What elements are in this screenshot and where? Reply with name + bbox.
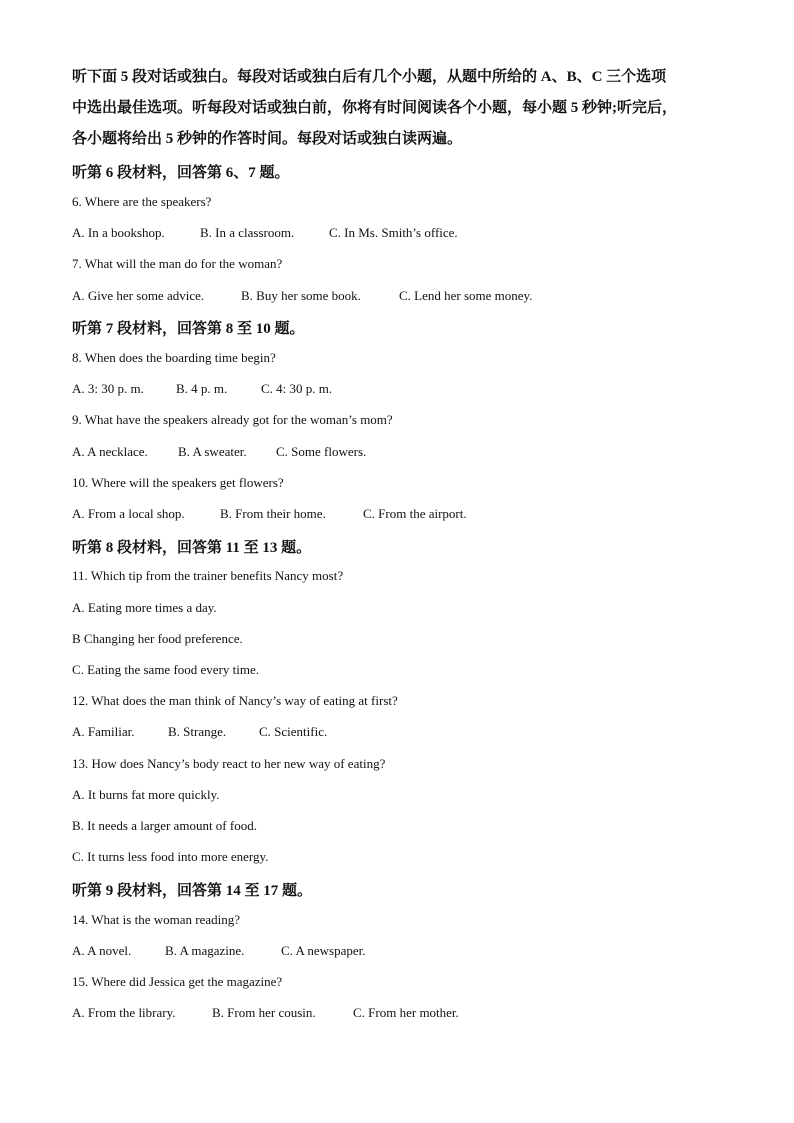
option-b: B. From their home. bbox=[220, 506, 326, 521]
option-b: B. From her cousin. bbox=[212, 1005, 316, 1020]
question-stem: 12. What does the man think of Nancy’s way of eating at first? bbox=[72, 693, 398, 708]
option-a: A. From a local shop. bbox=[72, 506, 185, 521]
instructions-line: 各小题将给出 5 秒钟的作答时间。每段对话或独白读两遍。 bbox=[72, 131, 463, 147]
section-heading: 听第 9 段材料，回答第 14 至 17 题。 bbox=[72, 883, 313, 899]
question-stem: 7. What will the man do for the woman? bbox=[72, 256, 283, 271]
option-b: B. 4 p. m. bbox=[176, 381, 228, 396]
option-b: B. Buy her some book. bbox=[241, 288, 361, 303]
answer-options bbox=[72, 288, 532, 304]
option-b: B. Strange. bbox=[168, 724, 227, 739]
option-c: C. 4: 30 p. m. bbox=[261, 381, 333, 396]
option-c: C. Eating the same food every time. bbox=[72, 662, 260, 677]
question-stem: 6. Where are the speakers? bbox=[72, 194, 212, 209]
option-a: A. From the library. bbox=[72, 1005, 176, 1020]
answer-options bbox=[72, 444, 366, 460]
option-b: B. A magazine. bbox=[165, 943, 245, 958]
question-stem: 8. When does the boarding time begin? bbox=[72, 350, 276, 365]
section-heading: 听第 6 段材料，回答第 6、7 题。 bbox=[72, 165, 290, 181]
option-c: C. Lend her some money. bbox=[399, 288, 533, 303]
option-a: A. It burns fat more quickly. bbox=[72, 787, 220, 802]
section-heading: 听第 7 段材料，回答第 8 至 10 题。 bbox=[72, 321, 305, 337]
option-b: B. A sweater. bbox=[178, 444, 247, 459]
question-stem: 10. Where will the speakers get flowers? bbox=[72, 475, 284, 490]
option-b: B. In a classroom. bbox=[200, 225, 295, 240]
question-stem: 9. What have the speakers already got for the woman’s mom? bbox=[72, 412, 393, 427]
question-stem: 13. How does Nancy’s body react to her new way of eating? bbox=[72, 756, 386, 771]
option-a: A. Eating more times a day. bbox=[72, 600, 217, 615]
option-a: A. In a bookshop. bbox=[72, 225, 165, 240]
answer-options bbox=[72, 1005, 459, 1021]
instructions-line: 听下面 5 段对话或独白。每段对话或独白后有几个小题，从题中所给的 A、B、C 三个选项 bbox=[72, 69, 667, 85]
section-heading: 听第 8 段材料，回答第 11 至 13 题。 bbox=[72, 540, 312, 556]
answer-options bbox=[72, 943, 366, 959]
option-c: C. Some flowers. bbox=[276, 444, 367, 459]
option-c: C. A newspaper. bbox=[281, 943, 366, 958]
option-b: B Changing her food preference. bbox=[72, 631, 243, 646]
option-c: C. From her mother. bbox=[353, 1005, 459, 1020]
option-b: B. It needs a larger amount of food. bbox=[72, 818, 257, 833]
option-a: A. Give her some advice. bbox=[72, 288, 205, 303]
option-a: A. A novel. bbox=[72, 943, 132, 958]
instructions-line: 中选出最佳选项。听每段对话或独白前，你将有时间阅读各个小题，每小题 5 秒钟;听完后， bbox=[72, 100, 677, 116]
option-c: C. It turns less food into more energy. bbox=[72, 849, 269, 864]
option-c: C. In Ms. Smith’s office. bbox=[329, 225, 458, 240]
option-c: C. Scientific. bbox=[259, 724, 328, 739]
answer-options bbox=[72, 381, 332, 397]
answer-options bbox=[72, 724, 327, 740]
option-c: C. From the airport. bbox=[363, 506, 467, 521]
answer-options bbox=[72, 225, 458, 241]
instructions bbox=[72, 62, 732, 155]
question-stem: 15. Where did Jessica get the magazine? bbox=[72, 974, 283, 989]
option-a: A. Familiar. bbox=[72, 724, 135, 739]
answer-options bbox=[72, 506, 467, 522]
option-a: A. A necklace. bbox=[72, 444, 148, 459]
question-stem: 11. Which tip from the trainer benefits Nancy most? bbox=[72, 568, 344, 583]
option-a: A. 3: 30 p. m. bbox=[72, 381, 144, 396]
question-stem: 14. What is the woman reading? bbox=[72, 912, 240, 927]
